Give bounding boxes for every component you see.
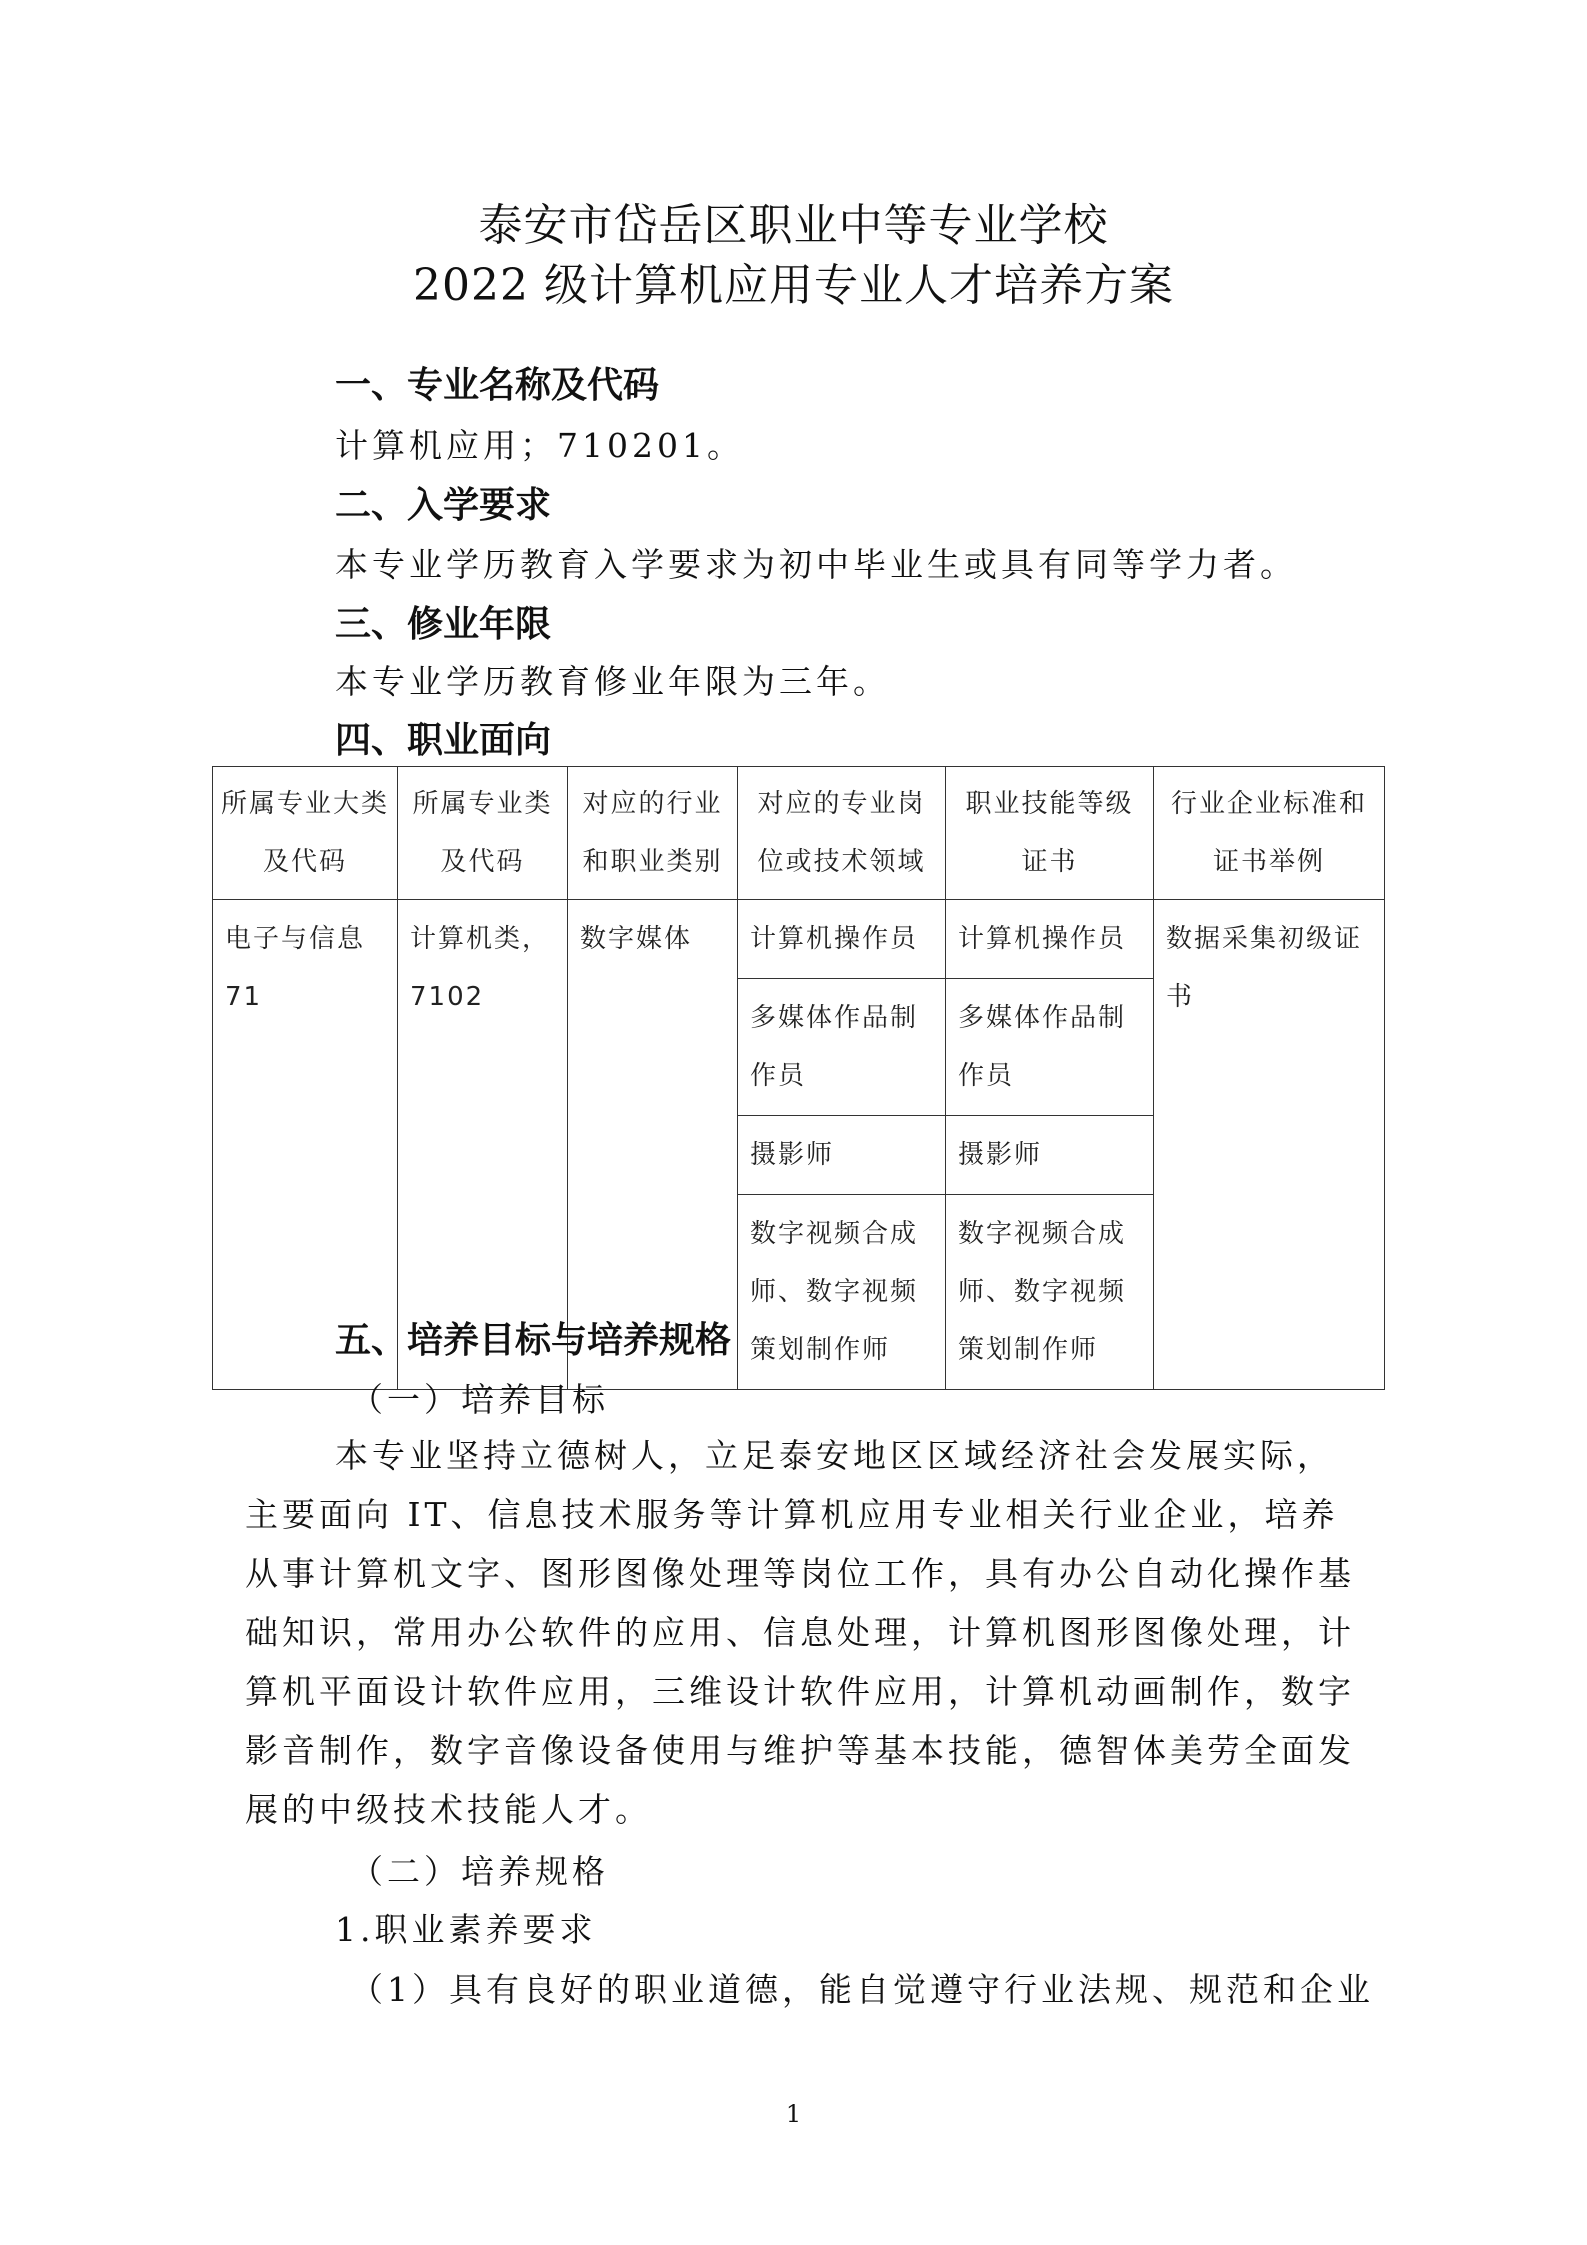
certificate-cell: 摄影师 bbox=[946, 1116, 1154, 1195]
industry-cell: 数字媒体 bbox=[568, 900, 738, 1390]
goal-line: 展的中级技术技能人才。 bbox=[245, 1790, 652, 1829]
goal-line: 主要面向 IT、信息技术服务等计算机应用专业相关行业企业，培养 bbox=[245, 1495, 1339, 1534]
position-cell: 数字视频合成师、数字视频策划制作师 bbox=[738, 1195, 946, 1390]
certificate-cell: 计算机操作员 bbox=[946, 900, 1154, 979]
position-cell: 计算机操作员 bbox=[738, 900, 946, 979]
admission-text: 本专业学历教育入学要求为初中毕业生或具有同等学力者。 bbox=[335, 545, 1297, 584]
subsection-heading-specs: （二）培养规格 bbox=[350, 1852, 609, 1891]
item-professional-ethics: （1）具有良好的职业道德，能自觉遵守行业法规、规范和企业 bbox=[350, 1970, 1374, 2009]
document-title-line1: 泰安市岱岳区职业中等专业学校 bbox=[478, 200, 1109, 251]
position-cell: 多媒体作品制作员 bbox=[738, 979, 946, 1116]
item-professional-quality: 1.职业素养要求 bbox=[335, 1910, 597, 1949]
section-heading-major-code: 一、专业名称及代码 bbox=[335, 365, 660, 406]
subsection-heading-goals: （一）培养目标 bbox=[350, 1380, 609, 1419]
certificate-cell: 数字视频合成师、数字视频策划制作师 bbox=[946, 1195, 1154, 1390]
major-class-cell: 计算机类，7102 bbox=[398, 900, 568, 1390]
page-number: 1 bbox=[785, 2100, 802, 2128]
duration-text: 本专业学历教育修业年限为三年。 bbox=[335, 662, 890, 701]
major-code-text: 计算机应用；710201。 bbox=[335, 426, 744, 465]
document-title-line2: 2022 级计算机应用专业人才培养方案 bbox=[413, 260, 1174, 311]
career-table bbox=[212, 766, 1385, 1390]
table-header-row bbox=[213, 767, 1385, 900]
goal-paragraph bbox=[245, 1426, 1355, 1839]
table-header-cell: 对应的专业岗位或技术领域 bbox=[738, 767, 946, 900]
section-heading-career: 四、职业面向 bbox=[335, 720, 552, 761]
goal-line: 算机平面设计软件应用，三维设计软件应用，计算机动画制作，数字 bbox=[245, 1672, 1355, 1711]
table-header-cell: 职业技能等级证书 bbox=[946, 767, 1154, 900]
goal-line: 础知识，常用办公软件的应用、信息处理，计算机图形图像处理，计 bbox=[245, 1613, 1355, 1652]
certificate-cell: 多媒体作品制作员 bbox=[946, 979, 1154, 1116]
table-header-cell: 对应的行业和职业类别 bbox=[568, 767, 738, 900]
table-row bbox=[213, 900, 1385, 979]
position-cell: 摄影师 bbox=[738, 1116, 946, 1195]
goal-line: 影音制作，数字音像设备使用与维护等基本技能，德智体美劳全面发 bbox=[245, 1731, 1355, 1770]
section-heading-goals-specs: 五、培养目标与培养规格 bbox=[335, 1320, 732, 1361]
section-heading-duration: 三、修业年限 bbox=[335, 604, 552, 645]
section-heading-admission: 二、入学要求 bbox=[335, 485, 552, 526]
goal-line: 本专业坚持立德树人，立足泰安地区区域经济社会发展实际， bbox=[335, 1436, 1334, 1475]
goal-line: 从事计算机文字、图形图像处理等岗位工作，具有办公自动化操作基 bbox=[245, 1554, 1355, 1593]
standards-cell: 数据采集初级证书 bbox=[1154, 900, 1385, 1390]
table-header-cell: 所属专业类及代码 bbox=[398, 767, 568, 900]
table-header-cell: 所属专业大类及代码 bbox=[213, 767, 398, 900]
table-header-cell: 行业企业标准和证书举例 bbox=[1154, 767, 1385, 900]
major-category-cell: 电子与信息 71 bbox=[213, 900, 398, 1390]
